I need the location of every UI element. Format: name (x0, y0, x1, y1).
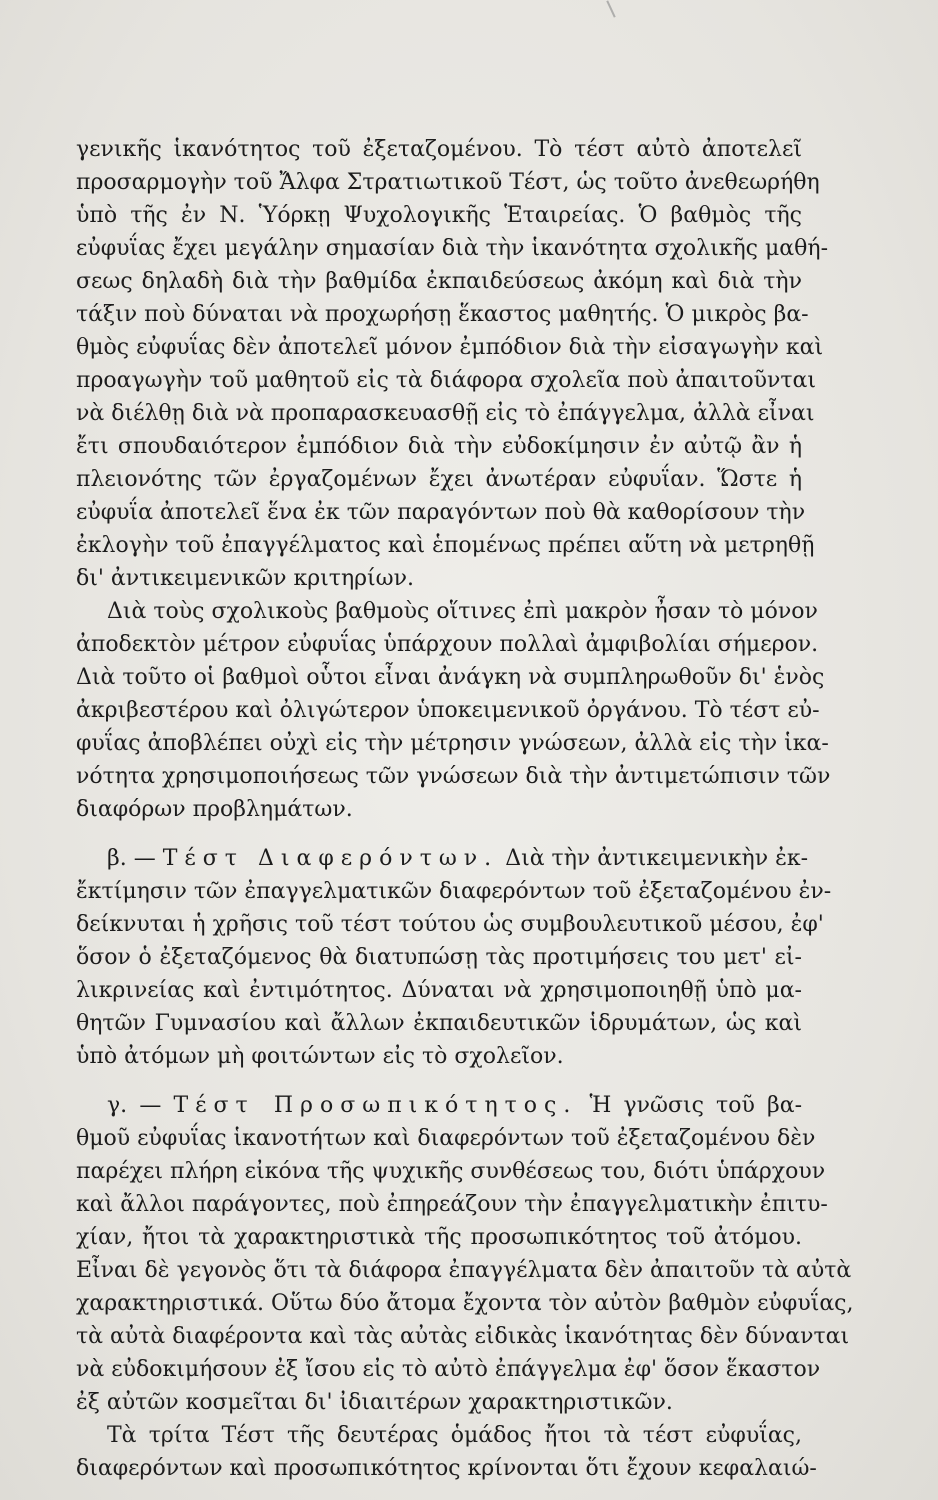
text-line: θμὸς εὐφυΐας δὲν ἀποτελεῖ μόνον ἐμπόδιον διὰ τὴν εἰσαγωγὴν καὶ (76, 335, 824, 360)
text-line: σεως δηλαδὴ διὰ τὴν βαθμίδα ἐκπαιδεύσεως ἀκόμη καὶ διὰ τὴν (76, 269, 802, 294)
text-line: δείκνυται ἡ χρῆσις τοῦ τέστ τούτου ὡς συμβουλευτικοῦ μέσου, ἐφ' (76, 912, 824, 937)
text-line: γενικῆς ἱκανότητος τοῦ ἐξεταζομένου. Τὸ τέστ αὐτὸ ἀποτελεῖ (76, 137, 802, 162)
text-line: προσαρμογὴν τοῦ Ἄλφα Στρατιωτικοῦ Τέστ, ὡς τοῦτο ἀνεθεωρήθη (76, 170, 820, 195)
text-line: πλειονότης τῶν ἐργαζομένων ἔχει ἀνωτέραν εὐφυΐαν. Ὥστε ἡ (76, 467, 802, 492)
text-line: νὰ διέλθῃ διὰ νὰ προπαρασκευασθῇ εἰς τὸ ἐπάγγελμα, ἀλλὰ εἶναι (76, 401, 815, 426)
text-line: προαγωγὴν τοῦ μαθητοῦ εἰς τὰ διάφορα σχολεῖα ποὺ ἀπαιτοῦνται (76, 368, 817, 393)
text-line: εὐφυΐα ἀποτελεῖ ἕνα ἐκ τῶν παραγόντων ποὺ θὰ καθορίσουν τὴν (76, 500, 806, 525)
text-line: Τὰ τρίτα Τέστ τῆς δευτέρας ὁμάδος ἤτοι τὰ τέστ εὐφυΐας, (107, 1423, 802, 1448)
section-b-heading-line (107, 842, 809, 875)
text-line: ἐκλογὴν τοῦ ἐπαγγέλματος καὶ ἑπομένως πρέπει αὕτη νὰ μετρηθῇ (76, 533, 815, 558)
section-b-label: β. (107, 846, 127, 871)
text-line: νὰ εὐδοκιμήσουν ἐξ ἴσου εἰς τὸ αὐτὸ ἐπάγγελμα ἐφ' ὅσον ἕκαστον (76, 1357, 821, 1382)
section-c-dash: — (139, 1093, 162, 1118)
text-line: θητῶν Γυμνασίου καὶ ἄλλων ἐκπαιδευτικῶν ἱδρυμάτων, ὡς καὶ (76, 1011, 802, 1036)
text-line: παρέχει πλήρη εἰκόνα τῆς ψυχικῆς συνθέσεως του, διότι ὑπάρχουν (76, 1159, 826, 1184)
text-line: Εἶναι δὲ γεγονὸς ὅτι τὰ διάφορα ἐπαγγέλματα δὲν ἀπαιτοῦν τὰ αὐτὰ (76, 1258, 852, 1283)
section-c-heading-line (107, 1089, 802, 1122)
text-line: ὑπὸ ἀτόμων μὴ φοιτώντων εἰς τὸ σχολεῖον. (76, 1044, 564, 1069)
text-line: Διὰ τοὺς σχολικοὺς βαθμοὺς οἵτινες ἐπὶ μακρὸν ἦσαν τὸ μόνον (107, 599, 818, 624)
text-line: ἔκτίμησιν τῶν ἐπαγγελματικῶν διαφερόντων τοῦ ἐξεταζομένου ἐν- (76, 879, 832, 904)
text-line: ἐξ αὐτῶν κοσμεῖται δι' ἰδιαιτέρων χαρακτηριστικῶν. (76, 1390, 673, 1415)
text-line: ἀποδεκτὸν μέτρον εὐφυΐας ὑπάρχουν πολλαὶ ἀμφιβολίαι σήμερον. (76, 632, 819, 657)
section-b-dash: — (133, 846, 156, 871)
text-line: διαφερόντων καὶ προσωπικότητος κρίνονται ὅτι ἔχουν κεφαλαιώ- (76, 1456, 817, 1481)
section-c-label: γ. (107, 1093, 128, 1118)
text-line: νότητα χρησιμοποιήσεως τῶν γνώσεων διὰ τὴν ἀντιμετώπισιν τῶν (76, 764, 831, 789)
text-line: καὶ ἄλλοι παράγοντες, ποὺ ἐπηρεάζουν τὴν ἐπαγγελματικὴν ἐπιτυ- (76, 1192, 828, 1217)
text-line: Διὰ τοῦτο οἱ βαθμοὶ οὗτοι εἶναι ἀνάγκη νὰ συμπληρωθοῦν δι' ἑνὸς (76, 665, 825, 690)
text-line: δι' ἀντικειμενικῶν κριτηρίων. (76, 566, 414, 591)
text-line: εὐφυΐας ἔχει μεγάλην σημασίαν διὰ τὴν ἱκανότητα σχολικῆς μαθή- (76, 236, 828, 261)
text-line: θμοῦ εὐφυΐας ἱκανοτήτων καὶ διαφερόντων τοῦ ἐξεταζομένου δὲν (76, 1126, 816, 1151)
text-line: τάξιν ποὺ δύναται νὰ προχωρήσῃ ἕκαστος μαθητής. Ὁ μικρὸς βα- (76, 302, 809, 327)
text-line: διαφόρων προβλημάτων. (76, 797, 353, 822)
text-line: χαρακτηριστικά. Οὕτω δύο ἄτομα ἔχοντα τὸν αὐτὸν βαθμὸν εὐφυΐας, (76, 1291, 854, 1316)
text-line: ἔτι σπουδαιότερον ἐμπόδιον διὰ τὴν εὐδοκίμησιν ἐν αὐτῷ ἂν ἡ (76, 434, 802, 459)
section-c-rest: Ἡ γνῶσις τοῦ βα- (589, 1093, 802, 1118)
scan-mark (606, 0, 615, 17)
section-b-heading: Τέστ Διαφερόντων. (162, 846, 499, 871)
text-line: ὑπὸ τῆς ἐν Ν. Ὑόρκῃ Ψυχολογικῆς Ἑταιρείας. Ὁ βαθμὸς τῆς (76, 203, 802, 228)
text-line: ὅσον ὁ ἐξεταζόμενος θὰ διατυπώσῃ τὰς προτιμήσεις του μετ' εἰ- (76, 945, 802, 970)
text-line: χίαν, ἤτοι τὰ χαρακτηριστικὰ τῆς προσωπικότητος τοῦ ἀτόμου. (76, 1225, 802, 1250)
text-line: ἀκριβεστέρου καὶ ὀλιγώτερον ὑποκειμενικοῦ ὀργάνου. Τὸ τέστ εὐ- (76, 698, 820, 723)
section-b-rest: Διὰ τὴν ἀντικειμενικὴν ἐκ- (505, 846, 809, 871)
text-line: τὰ αὐτὰ διαφέροντα καὶ τὰς αὐτὰς εἰδικὰς ἱκανότητας δὲν δύνανται (76, 1324, 850, 1349)
text-line: φυΐας ἀποβλέπει οὐχὶ εἰς τὴν μέτρησιν γνώσεων, ἀλλὰ εἰς τὴν ἱκα- (76, 731, 829, 756)
section-c-heading: Τέστ Προσωπικότητος. (173, 1093, 578, 1118)
text-line: λικρινείας καὶ ἐντιμότητος. Δύναται νὰ χρησιμοποιηθῇ ὑπὸ μα- (76, 978, 802, 1003)
